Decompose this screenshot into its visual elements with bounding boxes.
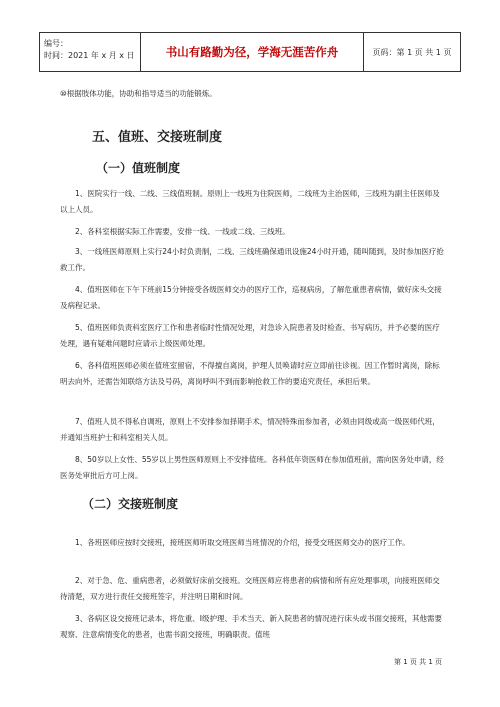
duty-item-6: 6、各科值班医师必须在值班室留宿，不得擅自离岗，护理人员唤请时应立即前往诊视。因工作暂时离岗，除标明去向外，还需告知联络方法及号码，离岗呼叫不到而影响抢救工作的要追究责任，承担后果。 (60, 361, 440, 386)
handover-item-2: 2、对于急、危、重病患者，必须做好床前交接班。交班医师应将患者的病情和所有应处理事项，向接班医师交待清楚，双方进行责任交接班签字，并注明日期和时间。 (60, 576, 440, 601)
header-meta (40, 33, 141, 71)
handover-subtitle: （二）交接班制度 (82, 497, 179, 511)
page-header (39, 32, 461, 72)
page-footer: 第 1 页 共 1 页 (394, 658, 443, 666)
header-time: 时间：2021 年 x 月 x 日 (44, 51, 135, 60)
section-5-title: 五、值班、交接班制度 (92, 130, 223, 145)
duty-item-5: 5、值班医师负责科室医疗工作和患者临时性情况处理，对急诊入院患者及时检查、书写病历，并予必要的医疗处理，遇有疑难问题时应请示上级医师处理。 (60, 323, 440, 348)
duty-subtitle: （一）值班制度 (96, 161, 181, 175)
duty-item-4: 4、值班医师在下午下班前15分钟接受各级医师交办的医疗工作，巡视病房，了解危重患者病情，做好床头交接及病程记录。 (60, 285, 442, 310)
duty-item-7: 7、值班人员不得私自调班，原则上不安排参加择期手术，情况特殊而参加者，必须由同级或高一级医师代班，并通知当班护士和科室相关人员。 (60, 417, 440, 442)
duty-item-1: 1、医院实行一线、二线、三线值班制。原则上一线班为住院医师，二线班为主治医师，三线班为副主任医师及以上人员。 (60, 189, 440, 214)
handover-item-3: 3、各病区设交接班记录本，将危重、Ⅰ级护理、手术当天、新入院患者的情况进行床头或书面交接班，其他需要观察、注意病情变化的患者，也需书面交接班，明确职责。值班 (60, 614, 442, 639)
header-number: 编号： (44, 39, 68, 48)
header-page: 页码：第 1 页 共 1 页 (372, 47, 452, 57)
intro-line: ⑩根据肢体功能，协助和指导适当的功能锻炼。 (60, 89, 217, 98)
header-motto: 书山有路勤为径，学海无涯苦作舟 (141, 33, 364, 71)
duty-item-3: 3、一线班医师原则上实行24小时负责制，二线、三线班确保通讯设施24小时开通，随叫随到，及时参加医疗抢救工作。 (60, 247, 444, 272)
duty-item-2: 2、各科室根据实际工作需要，安排一线、一线或二线、三线班。 (75, 227, 290, 236)
duty-item-8: 8、50岁以上女性、55岁以上男性医师原则上不安排值班。各科低年资医师在参加值班前，需向医务处申请，经医务处审批后方可上岗。 (60, 455, 444, 480)
handover-item-1: 1、各班医师应按时交接班，接班医师听取交班医师当班情况的介绍，接受交班医师交办的医疗工作。 (75, 538, 410, 547)
